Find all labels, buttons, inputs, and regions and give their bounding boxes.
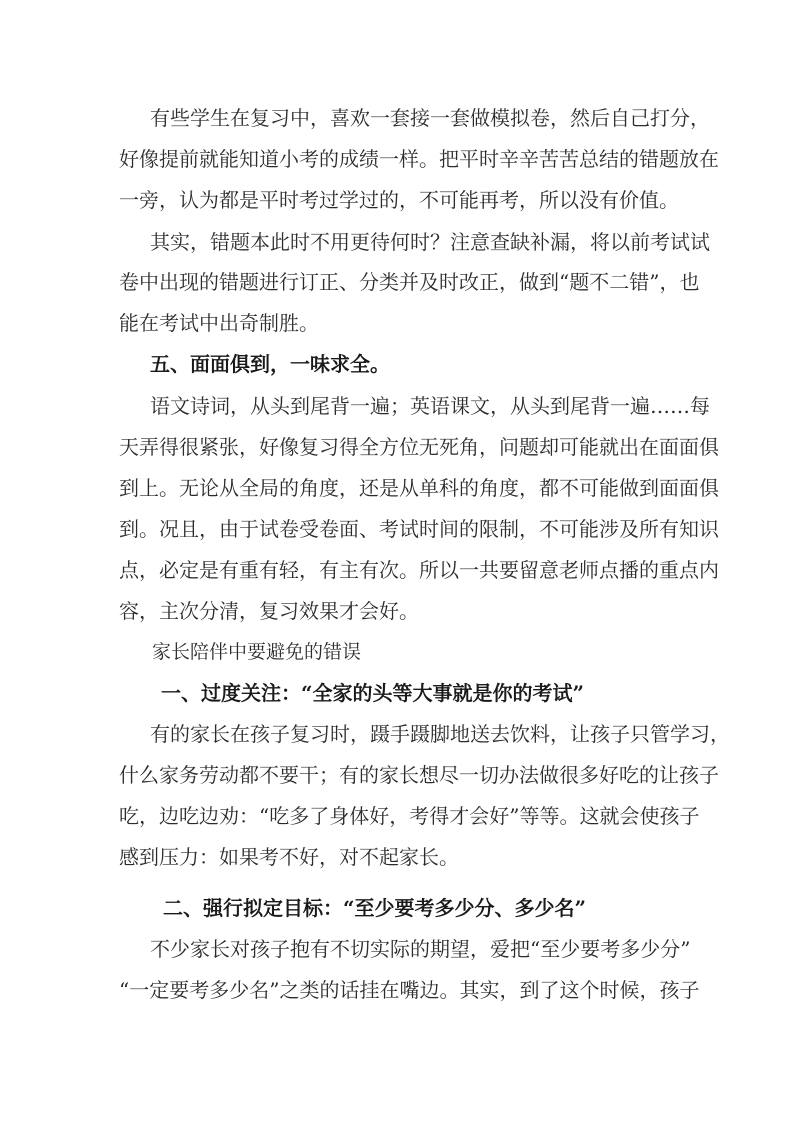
paragraph-1-line-3: 一旁，认为都是平时考过学过的，不可能再考，所以没有价值。 bbox=[119, 188, 679, 212]
paragraph-1-line-1: 有些学生在复习中，喜欢一套接一套做模拟卷，然后自己打分， bbox=[150, 106, 710, 130]
heading-five: 五、面面俱到，一味求全。 bbox=[150, 352, 390, 376]
paragraph-3-line-1: 语文诗词，从头到尾背一遍；英语课文，从头到尾背一遍……每 bbox=[150, 394, 710, 418]
paragraph-2-line-1: 其实，错题本此时不用更待何时？注意查缺补漏，将以前考试试 bbox=[150, 230, 710, 254]
heading-two: 二、强行拟定目标：“至少要考多少分、多少名” bbox=[163, 896, 587, 920]
paragraph-4-line-1: 有的家长在孩子复习时，蹑手蹑脚地送去饮料，让孩子只管学习， bbox=[150, 722, 730, 746]
paragraph-5-line-2: “一定要考多少名”之类的话挂在嘴边。其实，到了这个时候，孩子 bbox=[119, 978, 700, 1002]
paragraph-4-line-3: 吃，边吃边劝：“吃多了身体好，考得才会好”等等。这就会使孩子 bbox=[119, 804, 700, 828]
paragraph-3-line-4: 到。况且，由于试卷受卷面、考试时间的限制，不可能涉及所有知识 bbox=[119, 517, 719, 541]
paragraph-3-line-6: 容，主次分清，复习效果才会好。 bbox=[119, 599, 419, 623]
paragraph-4-line-2: 什么家务劳动都不要干；有的家长想尽一切办法做很多好吃的让孩子 bbox=[119, 763, 719, 787]
heading-one: 一、过度关注：“全家的头等大事就是你的考试” bbox=[161, 681, 585, 705]
paragraph-4-line-4: 感到压力：如果考不好，对不起家长。 bbox=[119, 845, 459, 869]
section-heading: 家长陪伴中要避免的错误 bbox=[152, 641, 362, 663]
paragraph-3-line-3: 到上。无论从全局的角度，还是从单科的角度，都不可能做到面面俱 bbox=[119, 476, 719, 500]
paragraph-2-line-3: 能在考试中出奇制胜。 bbox=[119, 311, 319, 335]
paragraph-5-line-1: 不少家长对孩子抱有不切实际的期望，爱把“至少要考多少分” bbox=[150, 937, 691, 961]
paragraph-1-line-2: 好像提前就能知道小考的成绩一样。把平时辛辛苦苦总结的错题放在 bbox=[119, 147, 719, 171]
paragraph-3-line-5: 点，必定是有重有轻，有主有次。所以一共要留意老师点播的重点内 bbox=[119, 558, 719, 582]
paragraph-3-line-2: 天弄得很紧张，好像复习得全方位无死角，问题却可能就出在面面俱 bbox=[119, 435, 719, 459]
paragraph-2-line-2: 卷中出现的错题进行订正、分类并及时改正，做到“题不二错”，也 bbox=[119, 270, 700, 294]
